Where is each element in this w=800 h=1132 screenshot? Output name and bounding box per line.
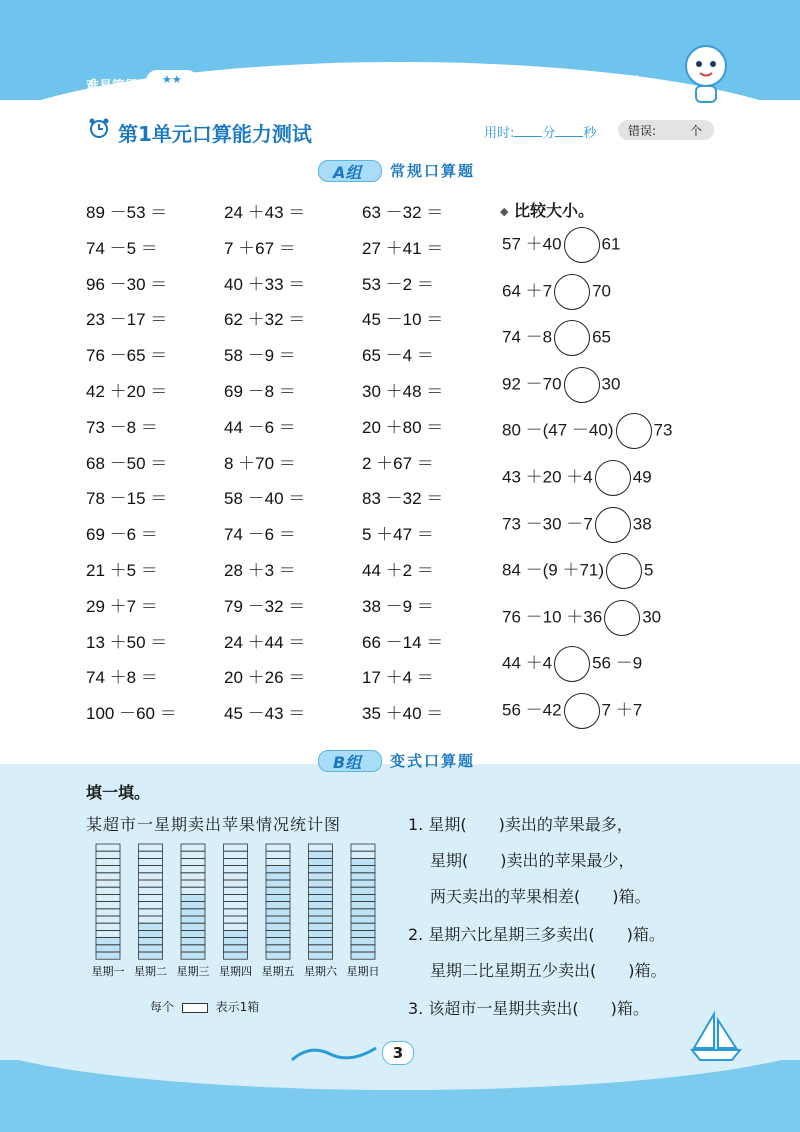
legend-cell-icon <box>182 1003 208 1013</box>
page-title: 第1单元口算能力测试 <box>118 122 312 146</box>
problem-item: 58 －40 ＝ <box>224 489 306 509</box>
timer-label: 用时: <box>484 126 515 141</box>
chart-bar-fill <box>309 851 333 959</box>
compare-right: 70 <box>592 281 612 301</box>
problem-item: 5 ＋47 ＝ <box>362 525 434 545</box>
chart-category-label: 星期一 <box>91 965 125 979</box>
compare-right: 38 <box>632 514 652 534</box>
unit-title: 第1单元 数据收集整理 <box>498 75 639 91</box>
compare-item <box>502 367 620 403</box>
chart-bar <box>309 844 333 959</box>
group-b-badge: B组 <box>318 750 382 772</box>
problem-item: 58 －9 ＝ <box>224 346 296 366</box>
compare-answer-circle[interactable] <box>564 367 600 403</box>
compare-left: 84 －(9 ＋71) <box>502 560 605 580</box>
group-a-title: 常规口算题 <box>390 162 476 180</box>
compare-answer-circle[interactable] <box>595 507 631 543</box>
compare-item <box>502 600 661 636</box>
chart-category-label: 星期三 <box>176 965 210 979</box>
apple-sales-chart <box>84 840 394 990</box>
compare-answer-circle[interactable] <box>595 460 631 496</box>
seconds-label: 秒 <box>583 126 597 141</box>
problem-item: 96 －30 ＝ <box>86 274 168 294</box>
compare-item <box>502 693 642 729</box>
diamond-bullet-icon: ◆ <box>500 205 509 218</box>
errors-unit: 个 <box>690 124 703 138</box>
compare-item <box>502 413 672 449</box>
chart-category-label: 星期五 <box>261 965 295 979</box>
group-b-heading <box>318 748 518 774</box>
chart-category-label: 星期六 <box>304 965 337 979</box>
compare-right: 56 －9 <box>592 653 643 673</box>
compare-answer-circle[interactable] <box>554 320 590 356</box>
group-b-title: 变式口算题 <box>390 752 476 770</box>
compare-item <box>502 460 652 496</box>
problem-item: 79 －32 ＝ <box>224 596 306 616</box>
problem-item: 8 ＋70 ＝ <box>224 453 296 473</box>
group-a-badge: A组 <box>318 160 382 182</box>
problem-item: 63 －32 ＝ <box>362 203 444 222</box>
seconds-blank[interactable] <box>555 124 583 137</box>
difficulty-label: 难易等级: <box>86 79 144 94</box>
problem-item: 28 ＋3 ＝ <box>224 561 296 580</box>
problem-item: 24 ＋43 ＝ <box>224 203 306 222</box>
question-1c: 两天卖出的苹果相差( )箱。 <box>430 887 651 906</box>
problem-item: 24 ＋44 ＝ <box>224 632 306 652</box>
compare-item <box>502 320 611 356</box>
compare-right: 7 ＋7 <box>601 700 643 720</box>
chart-category-label: 星期二 <box>134 965 167 979</box>
chart-bar-fill <box>96 938 120 960</box>
problem-item: 45 －10 ＝ <box>362 310 444 330</box>
problem-item: 53 －2 ＝ <box>362 274 434 294</box>
legend-suffix: 表示1箱 <box>215 1000 260 1014</box>
problem-item: 69 －6 ＝ <box>86 525 158 545</box>
compare-left: 76 －10 ＋36 <box>502 607 603 627</box>
compare-heading: ◆ 比较大小。 <box>500 201 595 220</box>
compare-left: 56 －42 <box>502 700 562 720</box>
compare-left: 80 －(47 －40) <box>502 420 614 440</box>
problem-item: 20 ＋80 ＝ <box>362 417 444 437</box>
fill-heading: 填一填。 <box>86 783 151 802</box>
chart-bar-fill <box>181 894 205 959</box>
problem-item: 76 －65 ＝ <box>86 346 168 366</box>
problem-item: 27 ＋41 ＝ <box>362 238 444 258</box>
clock-icon <box>88 117 110 139</box>
problem-item: 78 －15 ＝ <box>86 489 168 509</box>
compare-right: 30 <box>601 374 621 394</box>
chart-bar <box>139 844 163 959</box>
problem-item: 66 －14 ＝ <box>362 632 444 652</box>
problem-item: 69 －8 ＝ <box>224 382 296 401</box>
compare-left: 44 ＋4 <box>502 653 553 673</box>
wave-icon <box>290 1040 380 1064</box>
problem-item: 40 ＋33 ＝ <box>224 274 306 294</box>
minutes-label: 分 <box>542 126 556 141</box>
mascot-icon <box>676 40 736 104</box>
problem-item: 44 －6 ＝ <box>224 417 296 437</box>
problem-item: 35 ＋40 ＝ <box>362 704 444 724</box>
chart-category-label: 星期日 <box>346 965 380 979</box>
question-2a: 2. 星期六比星期三多卖出( )箱。 <box>408 925 665 944</box>
compare-answer-circle[interactable] <box>564 227 600 263</box>
compare-right: 5 <box>644 560 654 580</box>
problem-item: 74 ＋8 ＝ <box>86 668 158 688</box>
problem-item: 83 －32 ＝ <box>362 489 444 509</box>
compare-item <box>502 274 611 310</box>
problem-item: 74 －6 ＝ <box>224 525 296 545</box>
problem-item: 23 －17 ＝ <box>86 310 168 330</box>
group-a-heading <box>318 158 518 184</box>
compare-item <box>502 507 652 543</box>
compare-left: 57 ＋40 <box>502 234 562 254</box>
compare-left: 64 ＋7 <box>502 281 553 301</box>
chart-caption: 某超市一星期卖出苹果情况统计图 <box>86 815 342 834</box>
difficulty-cloud <box>146 70 198 92</box>
sailboat-icon <box>688 1010 744 1062</box>
timer <box>484 122 596 141</box>
chart-bar <box>181 844 205 959</box>
errors-label: 错误: <box>628 124 657 138</box>
question-2b: 星期二比星期五少卖出( )箱。 <box>430 961 667 980</box>
compare-right: 73 <box>653 420 673 440</box>
question-1b: 星期( )卖出的苹果最少， <box>430 851 635 870</box>
chart-category-label: 星期四 <box>219 965 252 979</box>
problem-item: 65 －4 ＝ <box>362 346 434 366</box>
compare-answer-circle[interactable] <box>606 553 642 589</box>
question-3: 3. 该超市一星期共卖出( )箱。 <box>408 999 649 1018</box>
question-1a: 1. 星期( )卖出的苹果最多， <box>408 815 633 834</box>
problem-item: 17 ＋4 ＝ <box>362 668 434 688</box>
problem-item: 13 ＋50 ＝ <box>86 632 168 652</box>
compare-item <box>502 646 642 682</box>
legend-prefix: 每个 <box>150 1000 175 1014</box>
chart-legend <box>150 998 259 1015</box>
problem-item: 100 －60 ＝ <box>86 704 177 724</box>
compare-answer-circle[interactable] <box>604 600 640 636</box>
compare-item <box>502 227 620 263</box>
compare-answer-circle[interactable] <box>554 274 590 310</box>
problem-item: 68 －50 ＝ <box>86 453 168 473</box>
problem-item: 2 ＋67 ＝ <box>362 453 434 473</box>
compare-answer-circle[interactable] <box>564 693 600 729</box>
compare-right: 49 <box>632 467 652 487</box>
problem-item: 73 －8 ＝ <box>86 417 158 437</box>
problem-item: 7 ＋67 ＝ <box>224 238 296 258</box>
compare-left: 92 －70 <box>502 374 562 394</box>
compare-answer-circle[interactable] <box>554 646 590 682</box>
page-number: 3 <box>382 1041 414 1065</box>
problem-item: 20 ＋26 ＝ <box>224 668 306 688</box>
compare-left: 74 －8 <box>502 327 553 347</box>
problem-item: 74 －5 ＝ <box>86 238 158 258</box>
difficulty-stars: ★★ <box>162 73 182 86</box>
chart-bar <box>224 844 248 959</box>
compare-item <box>502 553 654 589</box>
problem-item: 21 ＋5 ＝ <box>86 561 158 580</box>
problem-item: 44 ＋2 ＝ <box>362 561 434 580</box>
compare-right: 30 <box>642 607 662 627</box>
problem-item: 42 ＋20 ＝ <box>86 382 168 401</box>
problem-item: 62 ＋32 ＝ <box>224 310 306 330</box>
chart-bar-fill <box>139 923 163 959</box>
compare-right: 65 <box>592 327 612 347</box>
problem-item: 89 －53 ＝ <box>86 203 168 222</box>
problem-item: 30 ＋48 ＝ <box>362 382 444 401</box>
problem-item: 38 －9 ＝ <box>362 596 434 616</box>
chart-bar <box>266 844 290 959</box>
chart-bar <box>351 844 375 959</box>
chart-bar <box>96 844 120 959</box>
compare-right: 61 <box>601 234 621 254</box>
problem-item: 29 ＋7 ＝ <box>86 596 158 616</box>
compare-left: 43 ＋20 ＋4 <box>502 467 593 487</box>
minutes-blank[interactable] <box>514 124 542 137</box>
error-count-box[interactable] <box>618 120 714 140</box>
compare-left: 73 －30 －7 <box>502 514 593 534</box>
compare-answer-circle[interactable] <box>616 413 652 449</box>
problem-item: 45 －43 ＝ <box>224 704 306 724</box>
